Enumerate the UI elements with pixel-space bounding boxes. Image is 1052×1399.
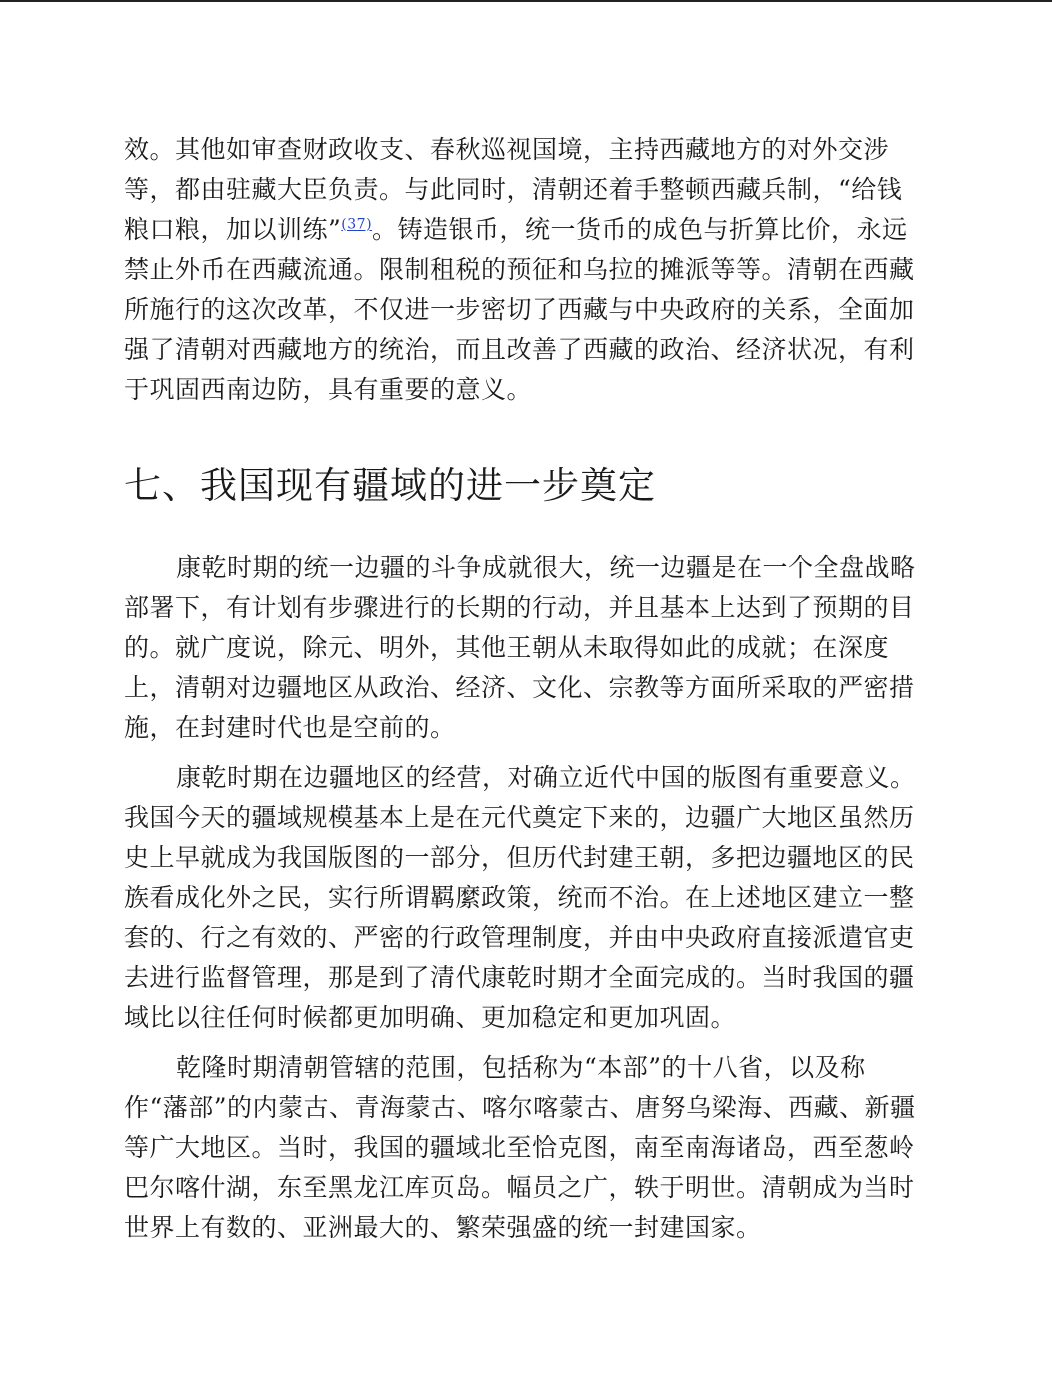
text-line: 效。其他如审查财政收支、春秋巡视国境，主持西藏地方的对外交涉 xyxy=(124,135,890,164)
paragraph-2 xyxy=(124,758,948,1038)
text-line: 强了清朝对西藏地方的统治，而且改善了西藏的政治、经济状况，有利 xyxy=(124,335,915,364)
text-line: 乾隆时期清朝管辖的范围，包括称为“本部”的十八省，以及称 xyxy=(176,1053,866,1082)
text-line: 去进行监督管理，那是到了清代康乾时期才全面完成的。当时我国的疆 xyxy=(124,963,915,992)
text-line: 族看成化外之民，实行所谓羁縻政策，统而不治。在上述地区建立一整 xyxy=(124,883,915,912)
section-heading: 七、我国现有疆域的进一步奠定 xyxy=(124,464,656,507)
text-line: 套的、行之有效的、严密的行政管理制度，并由中央政府直接派遣官吏 xyxy=(124,923,915,952)
text-segment: 。铸造银币，统一货币的成色与折算比价，永远 xyxy=(372,215,908,244)
text-line: 所施行的这次改革，不仅进一步密切了西藏与中央政府的关系，全面加 xyxy=(124,295,915,324)
text-line: 我国今天的疆域规模基本上是在元代奠定下来的，边疆广大地区虽然历 xyxy=(124,803,915,832)
text-line: 域比以往任何时候都更加明确、更加稳定和更加巩固。 xyxy=(124,1003,737,1032)
text-line: 世界上有数的、亚洲最大的、繁荣强盛的统一封建国家。 xyxy=(124,1213,762,1242)
text-line: 作“藩部”的内蒙古、青海蒙古、喀尔喀蒙古、唐努乌梁海、西藏、新疆 xyxy=(124,1093,916,1122)
top-border-rule xyxy=(0,0,1052,2)
text-line: 的。就广度说，除元、明外，其他王朝从未取得如此的成就；在深度 xyxy=(124,633,890,662)
text-line: 禁止外币在西藏流通。限制租税的预征和乌拉的摊派等等。清朝在西藏 xyxy=(124,255,915,284)
text-segment: 粮口粮，加以训练” xyxy=(124,215,342,244)
paragraph-3 xyxy=(124,1048,948,1248)
text-line: 部署下，有计划有步骤进行的长期的行动，并且基本上达到了预期的目 xyxy=(124,593,915,622)
text-line: 巴尔喀什湖，东至黑龙江库页岛。幅员之广，轶于明世。清朝成为当时 xyxy=(124,1173,915,1202)
text-line: 康乾时期在边疆地区的经营，对确立近代中国的版图有重要意义。 xyxy=(176,763,916,792)
paragraph-1 xyxy=(124,548,948,748)
text-line: 康乾时期的统一边疆的斗争成就很大，统一边疆是在一个全盘战略 xyxy=(176,553,916,582)
document-page xyxy=(124,130,948,1248)
paragraph-continued xyxy=(124,130,948,410)
text-line xyxy=(124,210,948,250)
text-line: 等，都由驻藏大臣负责。与此同时，清朝还着手整顿西藏兵制，“给钱 xyxy=(124,175,903,204)
text-line: 史上早就成为我国版图的一部分，但历代封建王朝，多把边疆地区的民 xyxy=(124,843,915,872)
footnote-link-37[interactable]: (37) xyxy=(341,216,373,233)
text-line: 施，在封建时代也是空前的。 xyxy=(124,713,456,742)
text-line: 于巩固西南边防，具有重要的意义。 xyxy=(124,375,533,404)
paragraph-spacer xyxy=(124,748,948,758)
text-line: 上，清朝对边疆地区从政治、经济、文化、宗教等方面所采取的严密措 xyxy=(124,673,915,702)
text-line: 等广大地区。当时，我国的疆域北至恰克图，南至南海诸岛，西至葱岭 xyxy=(124,1133,915,1162)
paragraph-spacer xyxy=(124,1038,948,1048)
